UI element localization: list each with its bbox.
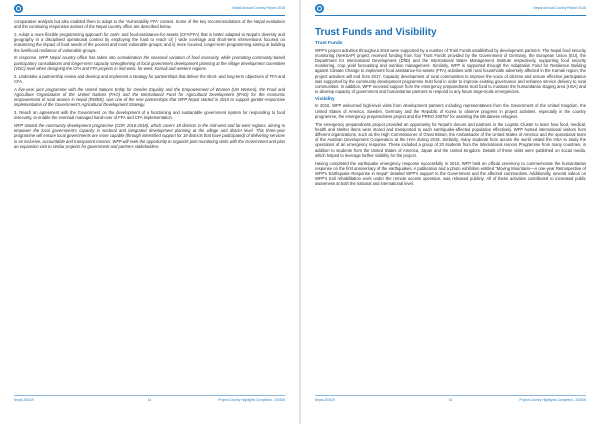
header-rule xyxy=(315,15,586,16)
paragraph: 1. Adopt a more flexible programming approach for cash- and food-assistance-for-assets (CFA/FFA) that is better adapted to Nepal’s diversity and geography in a disciplined operational context by employing the hard to reach cl( ) wide coverage and short-term interventions focused on maximizing the impact of food needs of the poorest and most vulnerable groups; and ii) more focused, longer-term programming aiming at building the livelihood resilience of vulnerable groups. xyxy=(14,32,285,53)
section-heading-trust-funds: Trust Funds xyxy=(315,41,343,46)
left-page xyxy=(0,0,299,424)
paragraph: 3. Reach an agreement with the Government on the development of a functioning and sustainable government system for responding to food insecurity, to enable the eventual managed hand-over of FFA and CFA implementation. xyxy=(14,110,285,121)
footer-rule xyxy=(14,395,285,396)
paragraph: WFP’s project activities throughout 2016 were supported by a number of Trust Funds established by development partners. The Nepal food security monitoring (NeKSAP) project received funding from four Trust Funds provided by the Government of Germany, the European Union (EU), the Department for International Development (DfID) and the International Water Management Institute respectively, supporting food security monitoring, crop yield forecasting and nutrition management. Similarly, WFP is supported through the Adaptation Fund for Resilience Building against Climate Change to implement food assistance-for-assets (FFA) activities with rural households adversely affected in the Karnali region; the project activities will end from 2017. Capacity development of rural communities to improve the voice of citizens and ensure effective participation was supported by the community development programme trust fund in order to improve existing governance and enhance service delivery to rural communities. In addition, WFP received support from the emergency preparedness trust fund to maintain the humanitarian staging area (HSA) and to develop capacity of government and humanitarian partners to respond to any future large-scale emergencies. xyxy=(315,47,586,95)
running-head: Nepal Annual Country Report 2016 xyxy=(533,6,586,10)
wfp-logo-icon xyxy=(315,4,324,13)
page-number: 14 xyxy=(147,398,152,402)
paragraph: comparative analysis but also enabled them to adapt to the ‘Vulnerability FFA’ context. Some of the key recommendations of the Nepal evaluation and the continuing responsive actions of the Nepal country office are described below. xyxy=(14,19,285,30)
page-title: Trust Funds and Visibility xyxy=(315,27,437,38)
paragraph: WFP started the community development programme (CDP, 2016-2018), which covers 18 districts in the mid-west and far-west regions, aiming to empower the local government’s capacity in sectoral and integrated development planning at the village and district level. This three-year programme will ensure local governments are more capable (through intensified support for 18 districts that have participated) of delivering services in an inclusive, accountable and transparent manner. WFP will seek the opportunity to organize joint monitoring visits with the Government and plan an expansion visit to similar projects for government and partners stakeholders. xyxy=(14,123,285,149)
footer-right: Project Country Highlights Completed - 200306 xyxy=(218,398,285,402)
running-head: Nepal Annual Country Report 2016 xyxy=(232,6,285,10)
left-page-body xyxy=(14,19,285,152)
paragraph: A five-year joint programme with the United Nations Entity for Gender Equality and the Empowerment of Women (UN Women), the Food and Agriculture Organization of the United Nations (FAO) and the International Fund for Agricultural Development (IFAD) for the economic empowerment of rural women in Nepal (RWEE), was one of the new partnerships that WFP Nepal started in 2015 to support gender-responsive implementation of the Government’s Agricultural Development Strategy. xyxy=(14,86,285,108)
footer-right: Project Country Highlights Completed - 200306 xyxy=(519,398,586,402)
header-rule xyxy=(14,15,285,16)
paragraph: In response, WFP Nepal country office has taken into consideration the seasonal variation of food insecurity, while promoting community-based participatory consultations and longer-term capacity strengthening of local government development planning at the village development committee (VDC) level when designing the CFA and FFA projects in mid-west, far-west, Karnali and western regions. xyxy=(14,55,285,71)
right-page-body xyxy=(315,17,586,189)
right-page xyxy=(301,0,600,424)
footer-left: Nepal 200319 xyxy=(14,398,34,402)
section-heading-visibility: Visibility xyxy=(315,96,335,102)
paragraph: The emergency preparedness project provided an opportunity for Nepal’s donors and partners in the Logistic Cluster to learn how food, medical, health and shelter items were stored and transported to each earthquake-affected population effectively. WFP hosted international visitors from different organizations, such as the High Commissioner of Great Britain, the Ambassador of the United States of America and the operational team of the Austrian Development Cooperation at the HSA during 2016. Similarly, many students from across the world visited the HSA to study the operations of an emergency response. These included a group of 20 students from the International Honors Programme from many countries, in addition to students from the United States of America, Japan and the United Kingdom. Details of these visits were published on social media, which helped to leverage further visibility for the project. xyxy=(315,121,586,158)
footer-left: Nepal 200319 xyxy=(315,398,335,402)
paragraph: 2. Undertake a partnership review and develop and implement a strategy for partnerships that deliver the short- and long-term objectives of FFA and CFA. xyxy=(14,73,285,84)
paragraph: In 2016, WFP welcomed high-level visits from development partners including representatives from the Government of the United Kingdom, the United States of America, Sweden, Germany and the Republic of Korea to observe progress in project activities, especially in the country programme, the emergency preparedness project and the PRRO 200787 for assisting the Bhutanese refugees. xyxy=(315,103,586,119)
paragraph: Having completed the earthquake emergency response successfully in 2016, WFP held an official ceremony to commemorate the humanitarian response on the first anniversary of the earthquakes. A publication and a photo exhibition entitled “Moving Mountains—A one-year Retrospective of WFP’s Earthquake Response in Nepal” detailed WFP’s support to the Government and the affected communities. Additionally, several videos on WFP’s trail rehabilitation work under the remote access operation, was released publicly. All of these activities contributed to increased public awareness at both the national and international level. xyxy=(315,160,586,187)
footer-rule xyxy=(315,395,586,396)
wfp-logo-icon xyxy=(14,4,23,13)
page-number: 15 xyxy=(448,398,453,402)
